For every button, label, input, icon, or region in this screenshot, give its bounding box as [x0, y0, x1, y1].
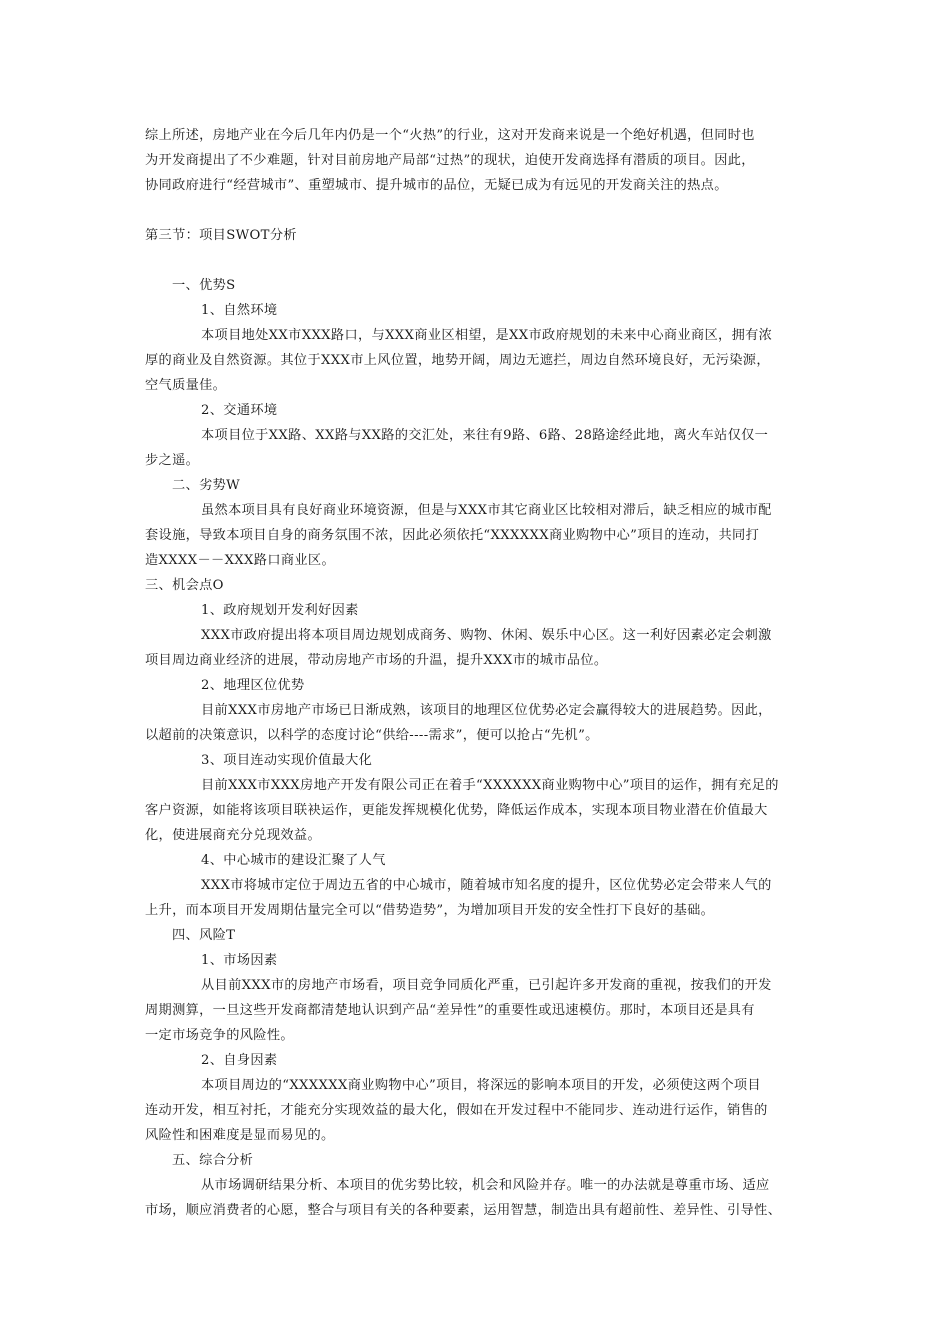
paragraph-line: 化，使进展商充分兑现效益。 — [145, 828, 321, 843]
paragraph-line: 套设施，导致本项目自身的商务氛围不浓，因此必须依托“XXXXXX商业购物中心”项目的连动，共同打 — [145, 528, 760, 543]
subheading-center-city: 4、中心城市的建设汇聚了人气 — [201, 853, 386, 868]
paragraph-line: 虽然本项目具有良好商业环境资源，但是与XXX市其它商业区比较相对滞后，缺乏相应的城市配 — [201, 503, 772, 518]
heading-threats: 四、风险T — [172, 928, 236, 943]
paragraph-line: 市场，顺应消费者的心愿，整合与项目有关的各种要素，运用智慧，制造出具有超前性、差异性、引导性、 — [145, 1203, 782, 1218]
paragraph-line: 一定市场竞争的风险性。 — [145, 1028, 294, 1043]
subheading-location-advantage: 2、地理区位优势 — [201, 678, 305, 693]
paragraph-line: XXX市将城市定位于周边五省的中心城市，随着城市知名度的提升，区位优势必定会带来人气的 — [201, 878, 772, 893]
paragraph-line: 上升，而本项目开发周期估量完全可以“借势造势”，为增加项目开发的安全性打下良好的基础。 — [145, 903, 715, 918]
paragraph-line: 空气质量佳。 — [145, 378, 227, 393]
paragraph-line: 周期测算，一旦这些开发商都清楚地认识到产品“差异性”的重要性或迅速模仿。那时，本项目还是具有 — [145, 1003, 755, 1018]
intro-line: 综上所述，房地产业在今后几年内仍是一个“火热”的行业，这对开发商来说是一个绝好机遇，但同时也 — [145, 128, 755, 143]
paragraph-line: 目前XXX市XXX房地产开发有限公司正在着手“XXXXXX商业购物中心”项目的运作，拥有充足的 — [201, 778, 779, 793]
paragraph-line: XXX市政府提出将本项目周边规划成商务、购物、休闲、娱乐中心区。这一利好因素必定会刺激 — [201, 628, 772, 643]
heading-opportunities: 三、机会点O — [145, 578, 224, 593]
paragraph-line: 厚的商业及自然资源。其位于XXX市上风位置，地势开阔，周边无遮拦，周边自然环境良好，无污染源， — [145, 353, 770, 368]
heading-summary: 五、综合分析 — [172, 1153, 254, 1168]
paragraph-line: 目前XXX市房地产市场已日渐成熟，该项目的地理区位优势必定会赢得较大的进展趋势。因此， — [201, 703, 772, 718]
subheading-natural-environment: 1、自然环境 — [201, 303, 278, 318]
intro-line: 为开发商提出了不少难题，针对目前房地产局部“过热”的现状，迫使开发商选择有潜质的项目。因此， — [145, 153, 755, 168]
section-title: 第三节：项目SWOT分析 — [145, 228, 297, 243]
paragraph-line: 连动开发，相互衬托，才能充分实现效益的最大化，假如在开发过程中不能同步、连动进行运作，销售的 — [145, 1103, 768, 1118]
subheading-project-synergy: 3、项目连动实现价值最大化 — [201, 753, 373, 768]
heading-strengths: 一、优势S — [172, 278, 236, 293]
paragraph-line: 客户资源，如能将该项目联袂运作，更能发挥规模化优势，降低运作成本，实现本项目物业潜在价值最大 — [145, 803, 768, 818]
paragraph-line: 本项目位于XX路、XX路与XX路的交汇处，来往有9路、6路、28路途经此地，离火车站仅仅一 — [201, 428, 769, 443]
subheading-market-factors: 1、市场因素 — [201, 953, 278, 968]
paragraph-line: 风险性和困难度是显而易见的。 — [145, 1128, 335, 1143]
paragraph-line: 从目前XXX市的房地产市场看，项目竞争同质化严重，已引起许多开发商的重视，按我们的开发 — [201, 978, 772, 993]
subheading-traffic-environment: 2、交通环境 — [201, 403, 278, 418]
paragraph-line: 本项目周边的“XXXXXX商业购物中心”项目，将深远的影响本项目的开发，必须使这两个项目 — [201, 1078, 761, 1093]
paragraph-line: 本项目地处XX市XXX路口，与XXX商业区相望，是XX市政府规划的未来中心商业商区，拥有浓 — [201, 328, 773, 343]
heading-weaknesses: 二、劣势W — [172, 478, 241, 493]
paragraph-line: 步之遥。 — [145, 453, 200, 468]
subheading-government-planning: 1、政府规划开发利好因素 — [201, 603, 359, 618]
paragraph-line: 造XXXX－－XXX路口商业区。 — [145, 553, 336, 568]
paragraph-line: 从市场调研结果分析、本项目的优劣势比较，机会和风险并存。唯一的办法就是尊重市场、适应 — [201, 1178, 770, 1193]
paragraph-line: 以超前的决策意识，以科学的态度讨论“供给----需求”，便可以抢占“先机”。 — [145, 728, 599, 743]
subheading-internal-factors: 2、自身因素 — [201, 1053, 278, 1068]
intro-line: 协同政府进行“经营城市”、重塑城市、提升城市的品位，无疑已成为有远见的开发商关注的热点。 — [145, 178, 728, 193]
paragraph-line: 项目周边商业经济的进展，带动房地产市场的升温，提升XXX市的城市品位。 — [145, 653, 608, 668]
